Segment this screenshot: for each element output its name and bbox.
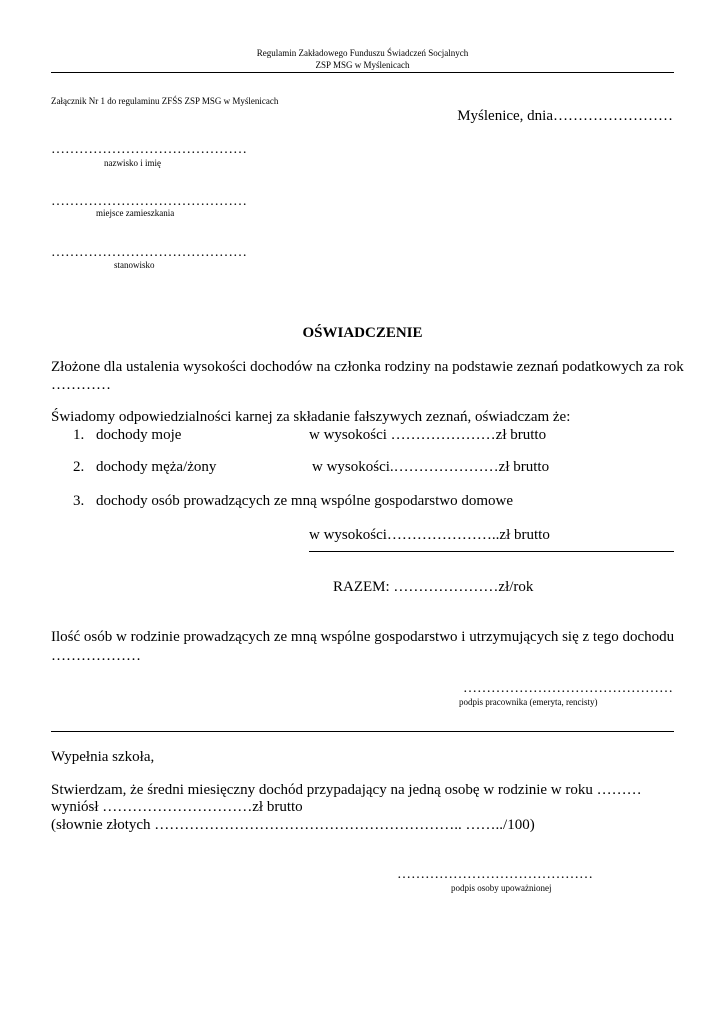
item-3-label: dochody osób prowadzących ze mną wspólne gospodarstwo domowe: [96, 493, 513, 509]
item-2-label: dochody męża/żony: [96, 459, 217, 475]
address-caption: miejsce zamieszkania: [96, 208, 175, 218]
school-line-2: wyniósł …………………………zł brutto: [51, 799, 303, 815]
place-date: Myślenice, dnia……………………: [457, 108, 673, 124]
section-divider: [51, 731, 674, 732]
intro-line-1: Złożone dla ustalenia wysokości dochodów na członka rodziny na podstawie zeznań podatkowych za rok: [51, 359, 684, 375]
address-dots: ……………………………………: [51, 194, 247, 209]
awareness-text: Świadomy odpowiedzialności karnej za składanie fałszywych zeznań, oświadczam że:: [51, 409, 571, 425]
persons-line-1: Ilość osób w rodzinie prowadzących ze mną wspólne gospodarstwo i utrzymujących się z tego dochodu: [51, 629, 675, 645]
document-title: OŚWIADCZENIE: [302, 325, 423, 341]
header-divider: [51, 72, 674, 73]
intro-line-2: …………: [51, 377, 111, 393]
authorized-signature-dots: ……………………………………: [397, 867, 593, 882]
authorized-signature-caption: podpis osoby upoważnionej: [451, 883, 552, 893]
header-line-1: Regulamin Zakładowego Funduszu Świadczeń Socjalnych: [256, 48, 469, 58]
name-dots: ……………………………………: [51, 142, 247, 157]
item-1-number: 1.: [73, 427, 85, 443]
item-3-amount: w wysokości…………………..zł brutto: [309, 527, 550, 543]
school-line-3: (słownie złotych …………………………………………………….. ……../100): [51, 817, 535, 833]
position-caption: stanowisko: [114, 260, 155, 270]
item-3-number: 3.: [73, 493, 85, 509]
employee-signature-dots: ………………………………………: [463, 681, 673, 696]
item-1-label: dochody moje: [96, 427, 182, 443]
sum-divider: [309, 551, 674, 552]
attachment-note: Załącznik Nr 1 do regulaminu ZFŚS ZSP MSG w Myślenicach: [51, 96, 279, 106]
school-line-1: Stwierdzam, że średni miesięczny dochód przypadający na jedną osobę w rodzinie w roku ………: [51, 782, 642, 798]
item-2-amount: w wysokości.…………………zł brutto: [312, 459, 550, 475]
total-line: RAZEM: …………………zł/rok: [333, 579, 534, 595]
school-heading: Wypełnia szkoła,: [51, 749, 155, 765]
employee-signature-caption: podpis pracownika (emeryta, rencisty): [459, 697, 598, 707]
header-line-2: ZSP MSG w Myślenicach: [315, 60, 410, 70]
position-dots: ……………………………………: [51, 245, 247, 260]
item-2-number: 2.: [73, 459, 85, 475]
persons-line-2: ………………: [51, 648, 141, 664]
name-caption: nazwisko i imię: [104, 158, 161, 168]
item-1-amount: w wysokości …………………zł brutto: [309, 427, 547, 443]
